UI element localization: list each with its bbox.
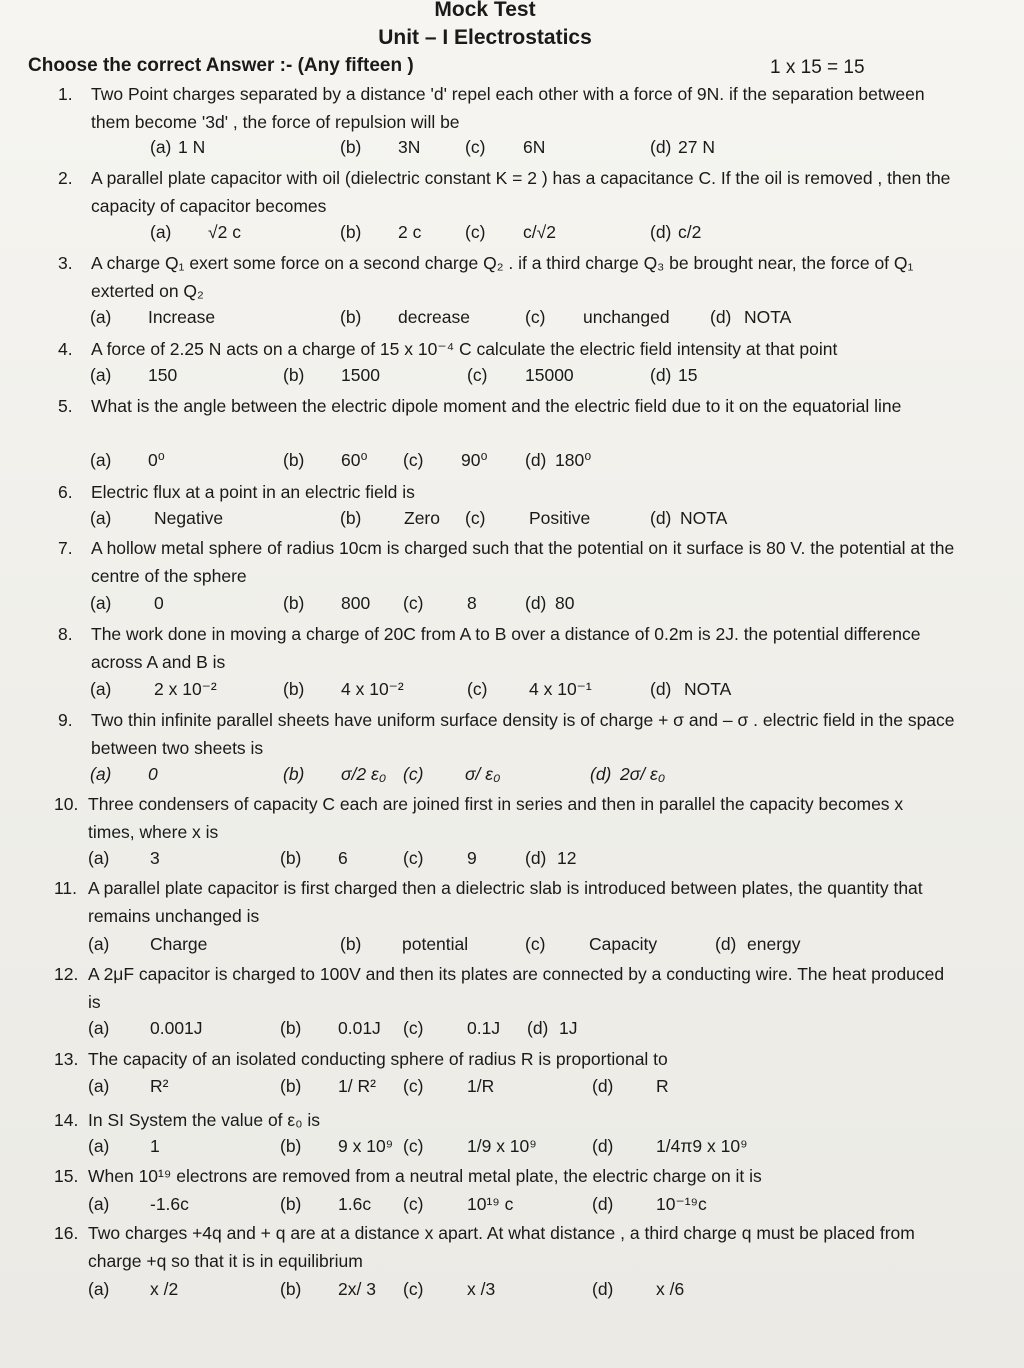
options-10 (0, 848, 960, 876)
question-text: When 10¹⁹ electrons are removed from a neutral metal plate, the electric charge on it is (88, 1166, 762, 1186)
option-b[interactable]: (b) 800 (283, 593, 371, 613)
options-13 (0, 1076, 960, 1104)
option-d[interactable]: (d) 2σ/ ε₀ (590, 764, 666, 784)
option-d[interactable]: (d) 12 (525, 848, 577, 868)
option-d[interactable]: (d) 180⁰ (525, 450, 592, 470)
option-c[interactable]: (c) 1/R (403, 1076, 495, 1096)
option-a[interactable]: (a) 2 x 10⁻² (90, 679, 217, 699)
option-a[interactable]: (a) -1.6c (88, 1194, 189, 1214)
option-b[interactable]: (b) 9 x 10⁹ (280, 1136, 394, 1156)
options-15 (0, 1194, 960, 1222)
question-text: The capacity of an isolated conducting sphere of radius R is proportional to (88, 1049, 668, 1069)
option-d[interactable]: (d) NOTA (650, 679, 732, 699)
option-a[interactable]: (a) R² (88, 1076, 169, 1096)
option-d[interactable]: (d) c/2 (650, 222, 702, 242)
question-number: 8. (58, 624, 73, 644)
question-6 (58, 478, 958, 506)
question-14 (54, 1106, 954, 1134)
options-8 (0, 679, 960, 707)
options-12 (0, 1018, 960, 1046)
question-number: 11. (54, 878, 78, 898)
question-number: 4. (58, 339, 73, 359)
option-d[interactable]: (d) 15 (650, 365, 698, 385)
question-number: 5. (58, 396, 73, 416)
options-5 (0, 450, 960, 478)
option-a[interactable]: (a) Increase (90, 307, 216, 327)
question-15 (54, 1162, 954, 1190)
marks-text: 1 x 15 = 15 (770, 57, 865, 78)
question-number: 16. (54, 1223, 79, 1243)
option-c[interactable]: (c) Positive (465, 508, 591, 528)
option-c[interactable]: (c) Capacity (525, 934, 658, 954)
question-4 (58, 335, 958, 363)
question-text: Two Point charges separated by a distance 'd' repel each other with a force of 9N. if the separation between them become '3d' , the force of repulsion will be (91, 84, 925, 132)
question-text: What is the angle between the electric dipole moment and the electric field due to it on the equatorial line (91, 396, 902, 416)
option-c[interactable]: (c) 10¹⁹ c (403, 1194, 514, 1214)
option-a[interactable]: (a) 3 (88, 848, 160, 868)
question-number: 15. (54, 1166, 79, 1186)
question-16 (54, 1219, 954, 1275)
option-b[interactable]: (b) 1/ R² (280, 1076, 376, 1096)
question-number: 1. (58, 84, 73, 104)
question-number: 13. (54, 1049, 79, 1069)
option-b[interactable]: (b) 4 x 10⁻² (283, 679, 404, 699)
option-d[interactable]: (d) x /6 (592, 1279, 685, 1299)
option-c[interactable]: (c) x /3 (403, 1279, 496, 1299)
option-c[interactable]: (c) 90⁰ (403, 450, 488, 470)
option-a[interactable]: (a) Charge (88, 934, 208, 954)
options-4 (0, 365, 960, 393)
question-2 (58, 164, 958, 220)
option-a[interactable]: (a) 1 (88, 1136, 160, 1156)
option-b[interactable]: (b) 60⁰ (283, 450, 368, 470)
option-d[interactable]: (d) NOTA (710, 307, 792, 327)
question-text: A parallel plate capacitor with oil (dielectric constant K = 2 ) has a capacitance C. If the oil is removed , then the capacity of capacitor becomes (91, 168, 951, 216)
options-14 (0, 1136, 960, 1164)
question-text: In SI System the value of ε₀ is (88, 1110, 320, 1130)
page-title: Mock Test (434, 0, 536, 21)
option-b[interactable]: (b) 0.01J (280, 1018, 381, 1038)
option-c[interactable]: (c) c/√2 (465, 222, 556, 242)
option-a[interactable]: (a) √2 c (150, 222, 241, 242)
options-1 (0, 137, 960, 165)
option-a[interactable]: (a) Negative (90, 508, 224, 528)
question-text: Three condensers of capacity C each are joined first in series and then in parallel the capacity becomes x times, where x is (88, 794, 904, 842)
option-a[interactable]: (a) 0.001J (88, 1018, 203, 1038)
options-16 (0, 1279, 960, 1307)
question-11 (54, 874, 954, 930)
question-text: A hollow metal sphere of radius 10cm is charged such that the potential on it surface is 80 V. the potential at the centre of the sphere (91, 538, 955, 586)
question-1 (58, 80, 958, 136)
option-a[interactable]: (a) 150 (90, 365, 178, 385)
question-13 (54, 1045, 954, 1073)
option-a[interactable]: (a) 1 N (150, 137, 206, 157)
question-number: 14. (54, 1110, 79, 1130)
unit-title: Unit – I Electrostatics (378, 26, 592, 49)
question-number: 6. (58, 482, 73, 502)
options-2 (0, 222, 960, 250)
options-3 (0, 307, 960, 335)
option-b[interactable]: (b) Zero (340, 508, 440, 528)
options-7 (0, 593, 960, 621)
option-d[interactable]: (d) 80 (525, 593, 575, 613)
question-number: 7. (58, 538, 73, 558)
option-a[interactable]: (a) 0 (90, 764, 158, 784)
question-number: 3. (58, 253, 73, 273)
option-b[interactable]: (b) 6 (280, 848, 348, 868)
option-c[interactable]: (c) 1/9 x 10⁹ (403, 1136, 537, 1156)
question-text: A parallel plate capacitor is first charged then a dielectric slab is introduced between plates, the quantity that remains unchanged is (88, 878, 923, 926)
option-d[interactable]: (d) 27 N (650, 137, 715, 157)
option-b[interactable]: (b) 1.6c (280, 1194, 372, 1214)
options-11 (0, 934, 960, 962)
option-c[interactable]: (c) 15000 (467, 365, 574, 385)
options-9 (0, 764, 960, 792)
instruction-text: Choose the correct Answer :- (Any fifteen ) (28, 55, 414, 76)
option-d[interactable]: (d) R (592, 1076, 669, 1096)
option-a[interactable]: (a) 0 (90, 593, 164, 613)
question-text: The work done in moving a charge of 20C from A to B over a distance of 0.2m is 2J. the potential difference across A and B is (91, 624, 921, 672)
option-a[interactable]: (a) x /2 (88, 1279, 179, 1299)
question-9 (58, 706, 958, 762)
option-c[interactable]: (c) 9 (403, 848, 477, 868)
question-text: A force of 2.25 N acts on a charge of 15 x 10⁻⁴ C calculate the electric field intensity at that point (91, 339, 838, 359)
question-5 (58, 392, 958, 420)
option-d[interactable]: (d) energy (715, 934, 801, 954)
option-b[interactable]: (b) decrease (340, 307, 470, 327)
option-d[interactable]: (d) 1/4π9 x 10⁹ (592, 1136, 748, 1156)
option-b[interactable]: (b) potential (340, 934, 469, 954)
option-c[interactable]: (c) 4 x 10⁻¹ (467, 679, 592, 699)
question-3 (58, 249, 958, 305)
question-text: Two thin infinite parallel sheets have uniform surface density is of charge + σ and – σ . electric field in the space between two sheets is (91, 710, 955, 758)
option-a[interactable]: (a) 0⁰ (90, 450, 165, 470)
question-number: 9. (58, 710, 73, 730)
option-b[interactable]: (b) 3N (340, 137, 421, 157)
question-number: 2. (58, 168, 73, 188)
question-number: 10. (54, 794, 79, 814)
option-b[interactable]: (b) 2x/ 3 (280, 1279, 376, 1299)
question-7 (58, 534, 958, 590)
option-c[interactable]: (c) 8 (403, 593, 477, 613)
question-10 (54, 790, 954, 846)
option-c[interactable]: (c) σ/ ε₀ (403, 764, 501, 784)
option-d[interactable]: (d) NOTA (650, 508, 728, 528)
option-c[interactable]: (c) 0.1J (403, 1018, 501, 1038)
question-text: Electric flux at a point in an electric field is (91, 482, 415, 502)
option-d[interactable]: (d) 10⁻¹⁹c (592, 1194, 707, 1214)
question-8 (58, 620, 958, 676)
options-6 (0, 508, 960, 536)
option-b[interactable]: (b) σ/2 ε₀ (283, 764, 387, 784)
question-12 (54, 960, 954, 1016)
question-text: A charge Q₁ exert some force on a second charge Q₂ . if a third charge Q₃ be brought near, the force of Q₁ exterted on Q₂ (91, 253, 914, 301)
question-text: Two charges +4q and + q are at a distance x apart. At what distance , a third charge q must be placed from charge +q so that it is in equilibrium (88, 1223, 915, 1271)
option-b[interactable]: (b) 2 c (340, 222, 422, 242)
option-b[interactable]: (b) 1500 (283, 365, 380, 385)
option-d[interactable]: (d) 1J (527, 1018, 578, 1038)
question-number: 12. (54, 964, 79, 984)
option-c[interactable]: (c) 6N (465, 137, 546, 157)
question-text: A 2μF capacitor is charged to 100V and then its plates are connected by a conducting wire. The heat produced is (88, 964, 945, 1012)
option-c[interactable]: (c) unchanged (525, 307, 670, 327)
